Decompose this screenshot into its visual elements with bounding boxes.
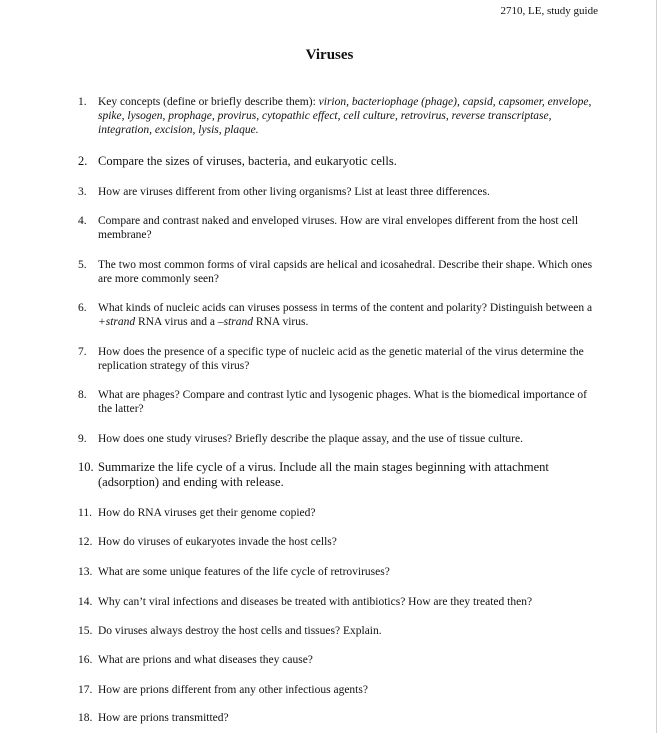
question-9 (78, 432, 598, 446)
question-text: Do viruses always destroy the host cells and tissues? Explain. (98, 625, 382, 637)
question-number: 10. (78, 460, 94, 474)
question-6 (78, 301, 598, 329)
question-3 (78, 185, 598, 199)
question-12 (78, 535, 598, 549)
question-number: 18. (78, 712, 93, 724)
question-number: 14. (78, 596, 93, 608)
question-text: What are some unique features of the life cycle of retroviruses? (98, 566, 390, 578)
question-11 (78, 506, 598, 520)
question-10 (78, 460, 598, 490)
question-17 (78, 683, 598, 697)
question-16 (78, 653, 598, 667)
question-text: RNA virus. (253, 316, 309, 328)
question-number: 1. (78, 96, 87, 108)
question-text: What are phages? Compare and contrast lytic and lysogenic phages. What is the biomedical importance of the latter? (98, 389, 588, 415)
key-terms: virion, bacteriophage (phage), capsid, capsomer, envelope, spike, lysogen, prophage, provirus, cytopathic effect, cell culture, retrovirus, reverse transcriptase, integration, excision, lysis, plaque. (98, 96, 592, 136)
question-text: How are prions transmitted? (98, 712, 229, 724)
question-7 (78, 345, 598, 373)
question-number: 12. (78, 536, 93, 548)
question-5 (78, 258, 598, 286)
question-text: How does one study viruses? Briefly describe the plaque assay, and the use of tissue culture. (98, 433, 523, 445)
question-text: Compare the sizes of viruses, bacteria, and eukaryotic cells. (98, 154, 397, 168)
question-8 (78, 388, 598, 416)
question-number: 8. (78, 389, 87, 401)
question-text: How are prions different from any other infectious agents? (98, 684, 368, 696)
question-text: The two most common forms of viral capsids are helical and icosahedral. Describe their shape. Which ones are more commonly seen? (98, 259, 593, 285)
question-text: Key concepts (define or briefly describe them): (98, 96, 319, 108)
question-number: 17. (78, 684, 93, 696)
question-text: How does the presence of a specific type of nucleic acid as the genetic material of the virus determine the replication strategy of this virus? (98, 346, 584, 372)
question-number: 15. (78, 625, 93, 637)
question-number: 11. (78, 507, 92, 519)
question-14 (78, 595, 598, 609)
header-note: 2710, LE, study guide (500, 5, 598, 17)
page-title: Viruses (305, 47, 354, 63)
question-number: 2. (78, 154, 88, 168)
question-text: What kinds of nucleic acids can viruses possess in terms of the content and polarity? Distinguish between a (98, 302, 593, 314)
question-13 (78, 565, 598, 579)
question-text: How are viruses different from other living organisms? List at least three differences. (98, 186, 490, 198)
question-text: Why can’t viral infections and diseases be treated with antibiotics? How are they treated then? (98, 596, 533, 608)
question-number: 4. (78, 215, 87, 227)
question-number: 7. (78, 346, 87, 358)
question-15 (78, 624, 598, 638)
question-number: 16. (78, 654, 93, 666)
question-number: 13. (78, 566, 93, 578)
minus-strand-term: –strand (217, 316, 254, 328)
question-number: 9. (78, 433, 87, 445)
question-text: How do RNA viruses get their genome copied? (98, 507, 316, 519)
question-number: 6. (78, 302, 87, 314)
question-number: 3. (78, 186, 87, 198)
question-1 (78, 95, 598, 137)
question-text: RNA virus and a (135, 316, 218, 328)
question-text: Compare and contrast naked and enveloped viruses. How are viral envelopes different from the host cell membrane? (98, 215, 579, 241)
plus-strand-term: +strand (98, 316, 136, 328)
question-18 (78, 711, 598, 725)
question-text: Summarize the life cycle of a virus. Include all the main stages beginning with attachment (adsorption) and ending with release. (98, 460, 549, 489)
question-text: How do viruses of eukaryotes invade the host cells? (98, 536, 337, 548)
question-4 (78, 214, 598, 242)
question-text: What are prions and what diseases they cause? (98, 654, 313, 666)
question-2 (78, 154, 598, 169)
question-number: 5. (78, 259, 87, 271)
